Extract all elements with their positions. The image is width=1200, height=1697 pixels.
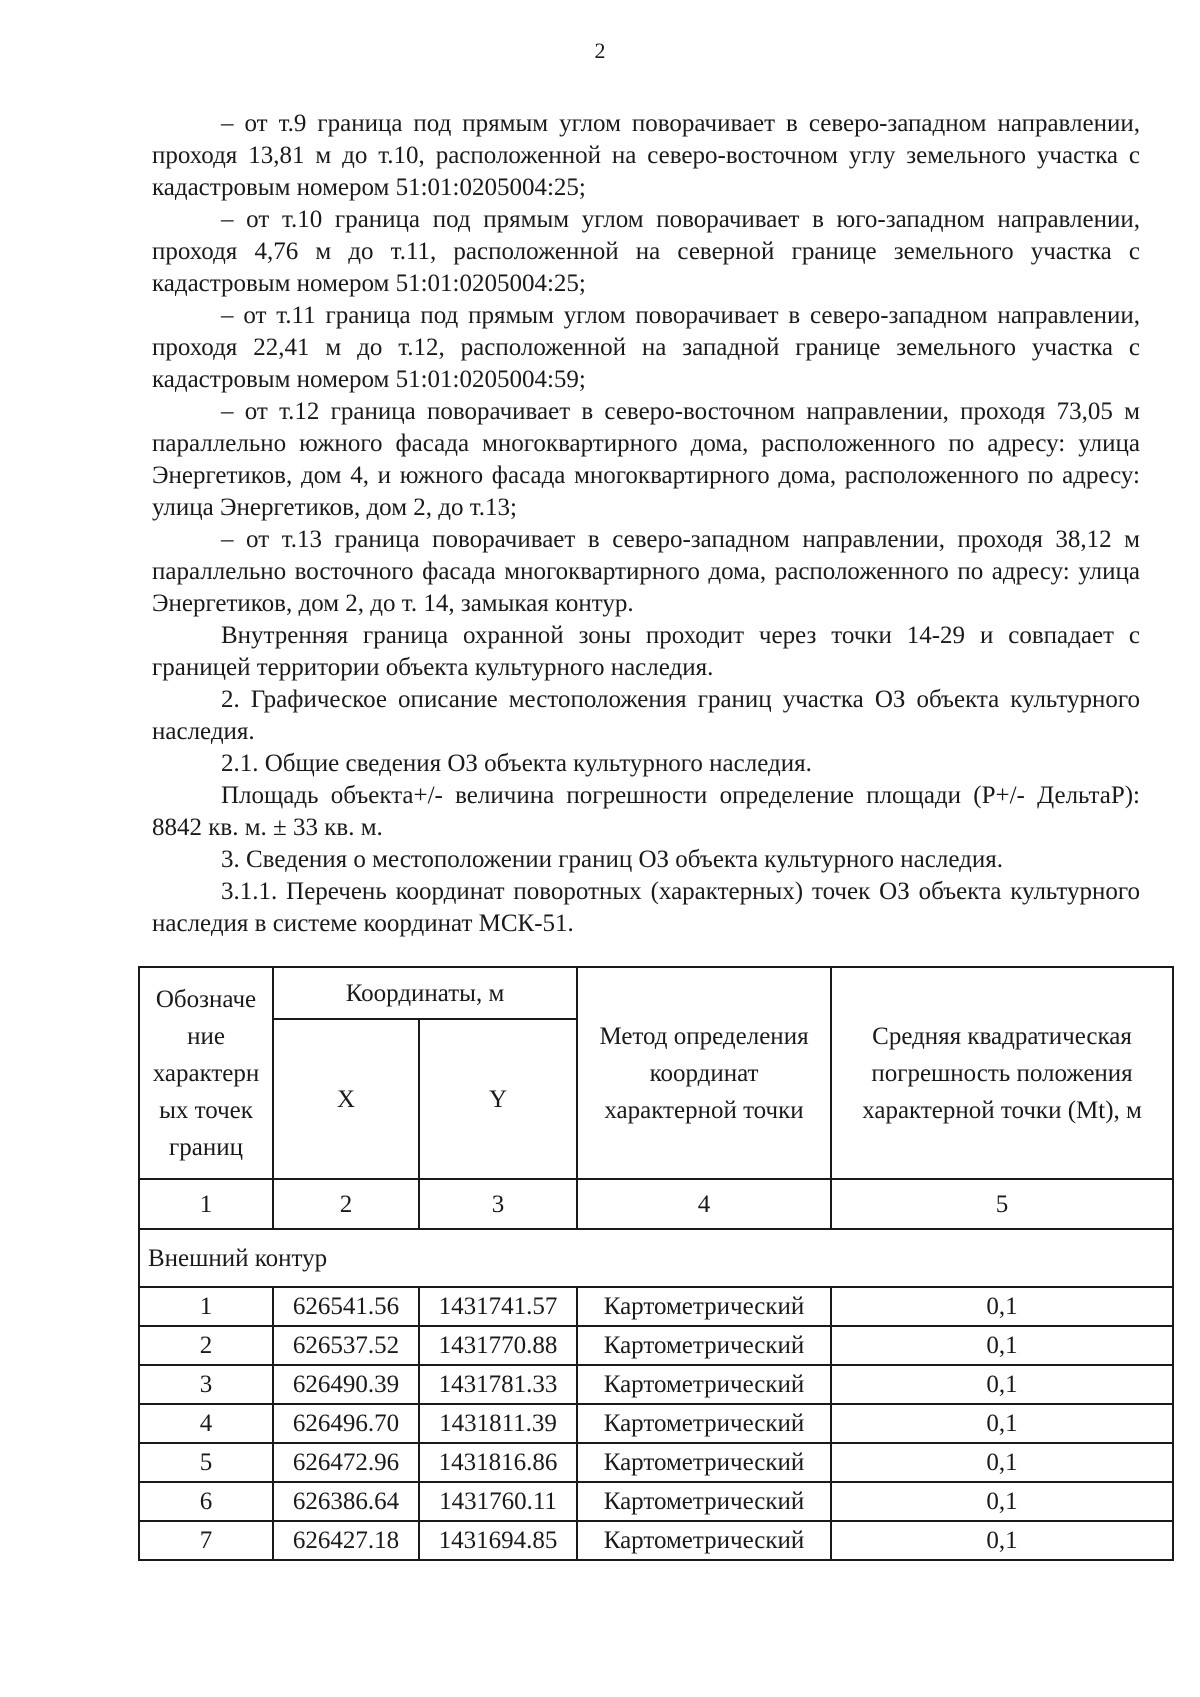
cell-x: 626427.18 [273, 1521, 419, 1560]
cell-error: 0,1 [831, 1365, 1173, 1404]
cell-method: Картометрический [577, 1365, 831, 1404]
cell-point: 1 [139, 1287, 273, 1326]
header-designation: Обозначе ние характерн ых точек границ [139, 967, 273, 1179]
cell-x: 626537.52 [273, 1326, 419, 1365]
cell-x: 626386.64 [273, 1482, 419, 1521]
column-number: 1 [139, 1179, 273, 1229]
cell-method: Картометрический [577, 1404, 831, 1443]
cell-error: 0,1 [831, 1521, 1173, 1560]
column-number: 4 [577, 1179, 831, 1229]
table-row [139, 1287, 1173, 1326]
cell-error: 0,1 [831, 1404, 1173, 1443]
cell-method: Картометрический [577, 1482, 831, 1521]
paragraph-section-3-1-1: 3.1.1. Перечень координат поворотных (характерных) точек ОЗ объекта культурного наследия в системе координат МСК-51. [152, 878, 1140, 937]
paragraph-boundary-t10: – от т.10 граница под прямым углом поворачивает в юго-западном направлении, проходя 4,76 м до т.11, расположенной на северной границе земельного участка с кадастровым номером 51:01:0205004:25; [152, 206, 1140, 297]
cell-method: Картометрический [577, 1287, 831, 1326]
paragraph-boundary-t9: – от т.9 граница под прямым углом поворачивает в северо-западном направлении, проходя 13,81 м до т.10, расположенной на северо-восточном углу земельного участка с кадастровым номером 51:01:0205004:25; [152, 110, 1140, 201]
cell-point: 3 [139, 1365, 273, 1404]
paragraph-boundary-t12: – от т.12 граница поворачивает в северо-восточном направлении, проходя 73,05 м параллельно южного фасада многоквартирного дома, расположенного по адресу: улица Энергетиков, дом 4, и южного фасада многоквартирного дома, расположенного по адресу: улица Энергетиков, дом 2, до т.13; [152, 398, 1140, 521]
table-row [139, 1521, 1173, 1560]
column-number: 2 [273, 1179, 419, 1229]
cell-error: 0,1 [831, 1326, 1173, 1365]
cell-point: 4 [139, 1404, 273, 1443]
cell-x: 626472.96 [273, 1443, 419, 1482]
cell-method: Картометрический [577, 1443, 831, 1482]
column-number: 3 [419, 1179, 577, 1229]
cell-point: 2 [139, 1326, 273, 1365]
cell-y: 1431760.11 [419, 1482, 577, 1521]
paragraph-section-2-1: 2.1. Общие сведения ОЗ объекта культурного наследия. [221, 750, 812, 777]
header-x: X [273, 1019, 419, 1179]
cell-error: 0,1 [831, 1443, 1173, 1482]
paragraph-section-2: 2. Графическое описание местоположения границ участка ОЗ объекта культурного наследия. [152, 686, 1140, 745]
cell-x: 626541.56 [273, 1287, 419, 1326]
paragraph-section-3: 3. Сведения о местоположении границ ОЗ объекта культурного наследия. [221, 846, 1003, 873]
cell-point: 7 [139, 1521, 273, 1560]
page-number: 2 [594, 38, 606, 63]
cell-y: 1431741.57 [419, 1287, 577, 1326]
header-coordinates: Координаты, м [273, 967, 577, 1019]
cell-y: 1431816.86 [419, 1443, 577, 1482]
cell-method: Картометрический [577, 1521, 831, 1560]
cell-error: 0,1 [831, 1482, 1173, 1521]
table-row [139, 1443, 1173, 1482]
paragraph-boundary-t13: – от т.13 граница поворачивает в северо-западном направлении, проходя 38,12 м параллельно восточного фасада многоквартирного дома, расположенного по адресу: улица Энергетиков, дом 2, до т. 14, замыкая контур. [152, 526, 1140, 617]
paragraph-area: Площадь объекта+/- величина погрешности определение площади (Р+/- ДельтаР): 8842 кв. м. ± 33 кв. м. [152, 782, 1140, 841]
header-method: Метод определения координат характерной точки [577, 967, 831, 1179]
table-row [139, 1365, 1173, 1404]
section-row [139, 1229, 1173, 1287]
cell-y: 1431781.33 [419, 1365, 577, 1404]
cell-point: 5 [139, 1443, 273, 1482]
cell-error: 0,1 [831, 1287, 1173, 1326]
section-label-outer-contour: Внешний контур [139, 1229, 1173, 1287]
header-y: Y [419, 1019, 577, 1179]
cell-method: Картометрический [577, 1326, 831, 1365]
table-row [139, 1404, 1173, 1443]
cell-x: 626496.70 [273, 1404, 419, 1443]
table-row [139, 1482, 1173, 1521]
paragraph-inner-boundary: Внутренняя граница охранной зоны проходит через точки 14-29 и совпадает с границей территории объекта культурного наследия. [152, 622, 1140, 681]
document-body [152, 108, 1140, 940]
paragraph-boundary-t11: – от т.11 граница под прямым углом поворачивает в северо-западном направлении, проходя 22,41 м до т.12, расположенной на западной границе земельного участка с кадастровым номером 51:01:0205004:59; [152, 302, 1140, 393]
column-number: 5 [831, 1179, 1173, 1229]
coordinates-table [138, 966, 1174, 1561]
header-error: Средняя квадратическая погрешность положения характерной точки (Mt), м [831, 967, 1173, 1179]
cell-y: 1431694.85 [419, 1521, 577, 1560]
cell-point: 6 [139, 1482, 273, 1521]
cell-y: 1431811.39 [419, 1404, 577, 1443]
cell-y: 1431770.88 [419, 1326, 577, 1365]
table-row [139, 1326, 1173, 1365]
cell-x: 626490.39 [273, 1365, 419, 1404]
column-number-row [139, 1179, 1173, 1229]
